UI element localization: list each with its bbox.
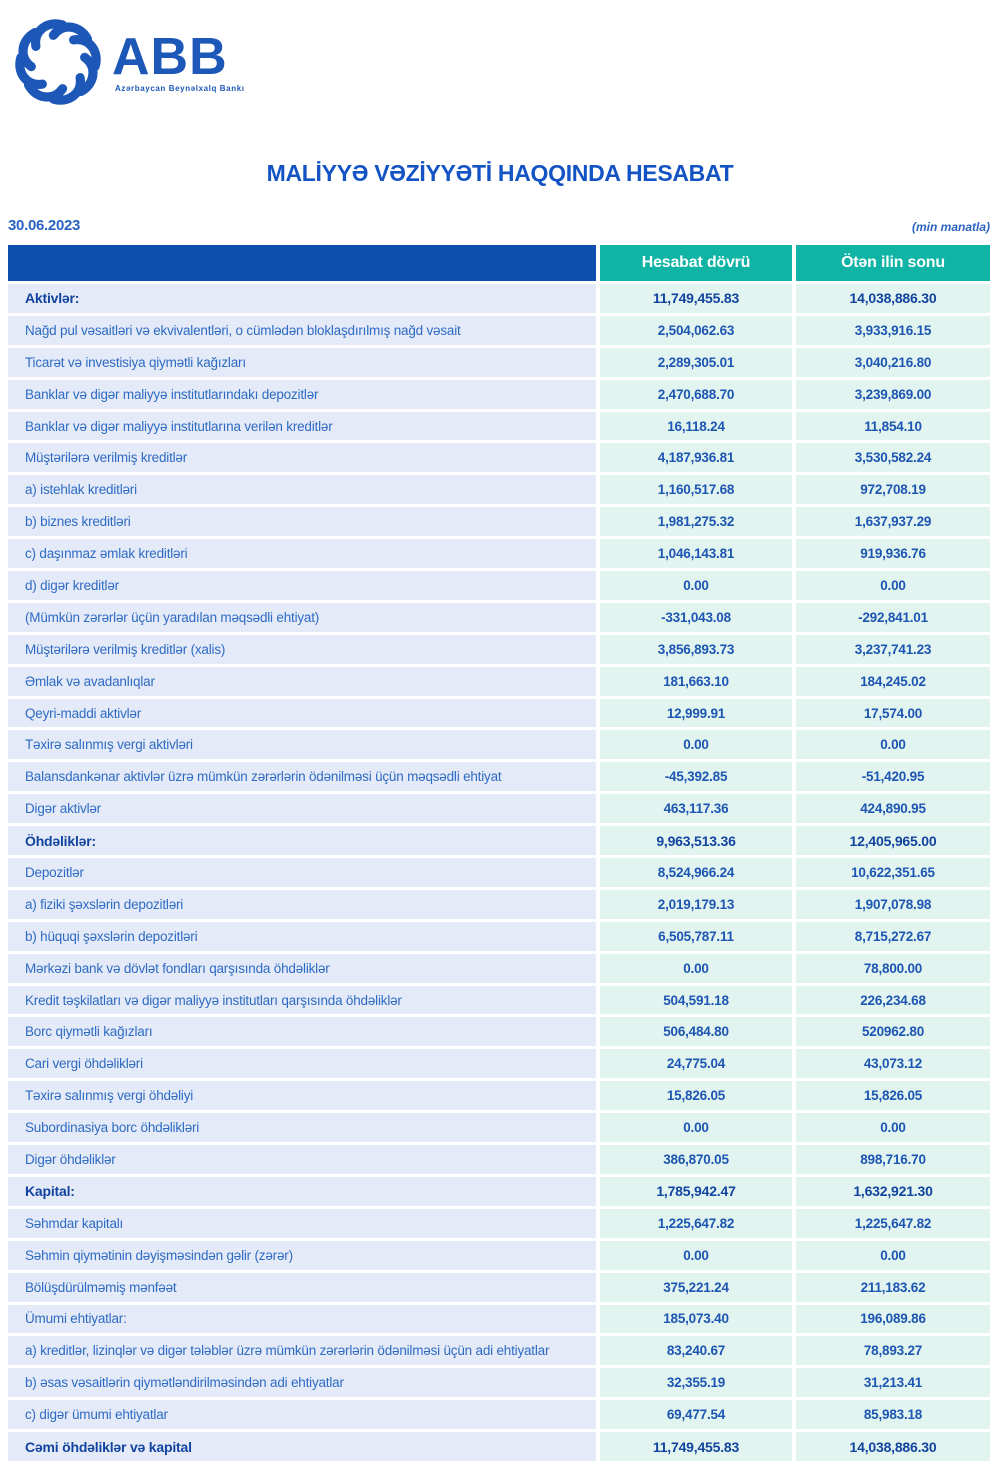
row-value-previous: 184,245.02: [796, 667, 990, 696]
table-row: [8, 1049, 990, 1078]
row-value-current: 16,118.24: [600, 412, 792, 441]
table-row: [8, 348, 990, 377]
row-value-current: 181,663.10: [600, 667, 792, 696]
table-row: [8, 571, 990, 600]
row-label: Balansdankənar aktivlər üzrə mümkün zərərlərin ödənilməsi üçün məqsədli ehtiyat: [8, 762, 596, 791]
row-value-previous: 520962.80: [796, 1017, 990, 1046]
row-label: Kredit təşkilatları və digər maliyyə institutları qarşısında öhdəliklər: [8, 986, 596, 1015]
row-label: Səhmin qiymətinin dəyişməsindən gəlir (zərər): [8, 1241, 596, 1270]
row-label: Nağd pul vəsaitləri və ekvivalentləri, o cümlədən bloklaşdırılmış nağd vəsait: [8, 316, 596, 345]
table-row: [8, 858, 990, 887]
row-label: Subordinasiya borc öhdəlikləri: [8, 1113, 596, 1142]
row-value-previous: 424,890.95: [796, 794, 990, 823]
row-value-previous: 0.00: [796, 730, 990, 759]
row-value-current: 1,160,517.68: [600, 475, 792, 504]
table-body: [8, 284, 990, 1461]
row-value-current: 3,856,893.73: [600, 635, 792, 664]
table-row: [8, 284, 990, 313]
row-value-current: 83,240.67: [600, 1336, 792, 1365]
row-label: Mərkəzi bank və dövlət fondları qarşısında öhdəliklər: [8, 954, 596, 983]
bank-logo: [12, 16, 245, 108]
table-row: [8, 954, 990, 983]
row-value-current: 1,981,275.32: [600, 507, 792, 536]
header-previous-period: Ötən ilin sonu: [796, 245, 990, 281]
row-value-previous: 43,073.12: [796, 1049, 990, 1078]
row-value-previous: 3,040,216.80: [796, 348, 990, 377]
row-value-current: 463,117.36: [600, 794, 792, 823]
row-value-previous: 85,983.18: [796, 1400, 990, 1429]
row-label: Banklar və digər maliyyə institutlarına verilən kreditlər: [8, 412, 596, 441]
row-label: Digər öhdəliklər: [8, 1145, 596, 1174]
row-value-previous: 12,405,965.00: [796, 826, 990, 855]
row-label: d) digər kreditlər: [8, 571, 596, 600]
row-value-previous: 898,716.70: [796, 1145, 990, 1174]
row-value-previous: -51,420.95: [796, 762, 990, 791]
row-value-current: 32,355.19: [600, 1368, 792, 1397]
table-row: [8, 1273, 990, 1302]
table-row: [8, 1177, 990, 1206]
row-value-previous: 1,632,921.30: [796, 1177, 990, 1206]
table-row: [8, 1241, 990, 1270]
row-label: Əmlak və avadanlıqlar: [8, 667, 596, 696]
row-value-current: 1,785,942.47: [600, 1177, 792, 1206]
row-value-previous: 78,893.27: [796, 1336, 990, 1365]
table-row: [8, 1368, 990, 1397]
row-label: (Mümkün zərərlər üçün yaradılan məqsədli ehtiyat): [8, 603, 596, 632]
row-value-current: 0.00: [600, 730, 792, 759]
table-row: [8, 635, 990, 664]
meta-line: [8, 217, 990, 239]
row-value-current: 0.00: [600, 954, 792, 983]
row-value-current: 69,477.54: [600, 1400, 792, 1429]
table-row: [8, 1081, 990, 1110]
row-value-previous: 3,237,741.23: [796, 635, 990, 664]
row-value-current: 24,775.04: [600, 1049, 792, 1078]
table-row: [8, 316, 990, 345]
bank-logo-abbr: ABB: [112, 27, 228, 86]
row-label: Səhmdar kapitalı: [8, 1209, 596, 1238]
table-row: [8, 1432, 990, 1461]
row-value-current: 11,749,455.83: [600, 1432, 792, 1461]
row-label: a) kreditlər, lizinqlər və digər tələblər üzrə mümkün zərərlərin ödənilməsi üçün adi ehtiyatlar: [8, 1336, 596, 1365]
row-value-current: 11,749,455.83: [600, 284, 792, 313]
row-label: Banklar və digər maliyyə institutlarındakı depozitlər: [8, 380, 596, 409]
row-label: Kapital:: [8, 1177, 596, 1206]
unit-note: (min manatla): [911, 220, 990, 234]
table-row: [8, 986, 990, 1015]
row-label: Təxirə salınmış vergi aktivləri: [8, 730, 596, 759]
row-value-current: 2,470,688.70: [600, 380, 792, 409]
row-label: Aktivlər:: [8, 284, 596, 313]
row-value-previous: 14,038,886.30: [796, 1432, 990, 1461]
row-value-previous: 1,907,078.98: [796, 890, 990, 919]
bank-logo-subtitle: Azərbaycan Beynəlxalq Bankı: [115, 83, 245, 93]
table-row: [8, 1336, 990, 1365]
row-value-current: 0.00: [600, 1241, 792, 1270]
row-value-current: -45,392.85: [600, 762, 792, 791]
row-value-current: 185,073.40: [600, 1305, 792, 1334]
row-value-current: 15,826.05: [600, 1081, 792, 1110]
row-value-previous: 8,715,272.67: [796, 922, 990, 951]
row-label: Ticarət və investisiya qiymətli kağızları: [8, 348, 596, 377]
row-value-current: 2,504,062.63: [600, 316, 792, 345]
row-label: Ümumi ehtiyatlar:: [8, 1305, 596, 1334]
table-row: [8, 1113, 990, 1142]
financial-table: [8, 245, 990, 1464]
table-row: [8, 539, 990, 568]
table-row: [8, 667, 990, 696]
header-empty-cell: [8, 245, 596, 281]
row-value-previous: 78,800.00: [796, 954, 990, 983]
row-label: b) əsas vəsaitlərin qiymətləndirilməsindən adi ehtiyatlar: [8, 1368, 596, 1397]
row-label: a) istehlak kreditləri: [8, 475, 596, 504]
row-label: b) biznes kreditləri: [8, 507, 596, 536]
row-value-previous: 3,933,916.15: [796, 316, 990, 345]
row-value-current: 0.00: [600, 571, 792, 600]
row-value-previous: 10,622,351.65: [796, 858, 990, 887]
row-value-previous: 17,574.00: [796, 699, 990, 728]
row-value-current: -331,043.08: [600, 603, 792, 632]
row-value-current: 8,524,966.24: [600, 858, 792, 887]
table-row: [8, 826, 990, 855]
table-row: [8, 443, 990, 472]
row-label: c) digər ümumi ehtiyatlar: [8, 1400, 596, 1429]
table-row: [8, 1400, 990, 1429]
row-value-previous: 196,089.86: [796, 1305, 990, 1334]
row-value-previous: 0.00: [796, 1113, 990, 1142]
row-label: Təxirə salınmış vergi öhdəliyi: [8, 1081, 596, 1110]
row-label: Bölüşdürülməmiş mənfəət: [8, 1273, 596, 1302]
row-label: Borc qiymətli kağızları: [8, 1017, 596, 1046]
table-row: [8, 922, 990, 951]
row-value-previous: 211,183.62: [796, 1273, 990, 1302]
table-row: [8, 890, 990, 919]
row-label: Qeyri-maddi aktivlər: [8, 699, 596, 728]
row-value-current: 375,221.24: [600, 1273, 792, 1302]
table-row: [8, 1209, 990, 1238]
header-current-period: Hesabat dövrü: [600, 245, 792, 281]
row-value-current: 2,289,305.01: [600, 348, 792, 377]
row-value-previous: 1,637,937.29: [796, 507, 990, 536]
row-value-previous: 11,854.10: [796, 412, 990, 441]
row-value-previous: 919,936.76: [796, 539, 990, 568]
row-value-previous: 1,225,647.82: [796, 1209, 990, 1238]
abb-swirl-icon: [12, 16, 104, 108]
row-value-current: 506,484.80: [600, 1017, 792, 1046]
row-value-previous: 226,234.68: [796, 986, 990, 1015]
row-value-current: 9,963,513.36: [600, 826, 792, 855]
table-row: [8, 1017, 990, 1046]
row-value-previous: 972,708.19: [796, 475, 990, 504]
row-label: Müştərilərə verilmiş kreditlər: [8, 443, 596, 472]
table-header-row: [8, 245, 990, 281]
table-row: [8, 699, 990, 728]
row-value-previous: 14,038,886.30: [796, 284, 990, 313]
row-value-current: 6,505,787.11: [600, 922, 792, 951]
table-row: [8, 1305, 990, 1334]
row-value-current: 4,187,936.81: [600, 443, 792, 472]
row-value-previous: 0.00: [796, 1241, 990, 1270]
row-label: Müştərilərə verilmiş kreditlər (xalis): [8, 635, 596, 664]
row-value-current: 504,591.18: [600, 986, 792, 1015]
table-row: [8, 762, 990, 791]
row-label: Cəmi öhdəliklər və kapital: [8, 1432, 596, 1461]
row-value-previous: 3,530,582.24: [796, 443, 990, 472]
row-value-current: 0.00: [600, 1113, 792, 1142]
table-row: [8, 1145, 990, 1174]
row-value-previous: 31,213.41: [796, 1368, 990, 1397]
table-row: [8, 603, 990, 632]
table-row: [8, 794, 990, 823]
table-row: [8, 475, 990, 504]
table-row: [8, 412, 990, 441]
table-row: [8, 507, 990, 536]
report-date: 30.06.2023: [8, 217, 81, 234]
row-value-previous: 15,826.05: [796, 1081, 990, 1110]
row-label: a) fiziki şəxslərin depozitləri: [8, 890, 596, 919]
page-title: MALİYYƏ VƏZİYYƏTİ HAQQINDA HESABAT: [266, 160, 734, 186]
row-label: c) daşınmaz əmlak kreditləri: [8, 539, 596, 568]
row-value-current: 2,019,179.13: [600, 890, 792, 919]
row-value-current: 12,999.91: [600, 699, 792, 728]
row-value-previous: 3,239,869.00: [796, 380, 990, 409]
table-row: [8, 380, 990, 409]
row-label: b) hüquqi şəxslərin depozitləri: [8, 922, 596, 951]
row-value-current: 1,046,143.81: [600, 539, 792, 568]
row-label: Cari vergi öhdəlikləri: [8, 1049, 596, 1078]
row-label: Depozitlər: [8, 858, 596, 887]
row-label: Öhdəliklər:: [8, 826, 596, 855]
row-value-current: 386,870.05: [600, 1145, 792, 1174]
row-value-previous: 0.00: [796, 571, 990, 600]
table-row: [8, 730, 990, 759]
row-value-current: 1,225,647.82: [600, 1209, 792, 1238]
row-value-previous: -292,841.01: [796, 603, 990, 632]
row-label: Digər aktivlər: [8, 794, 596, 823]
